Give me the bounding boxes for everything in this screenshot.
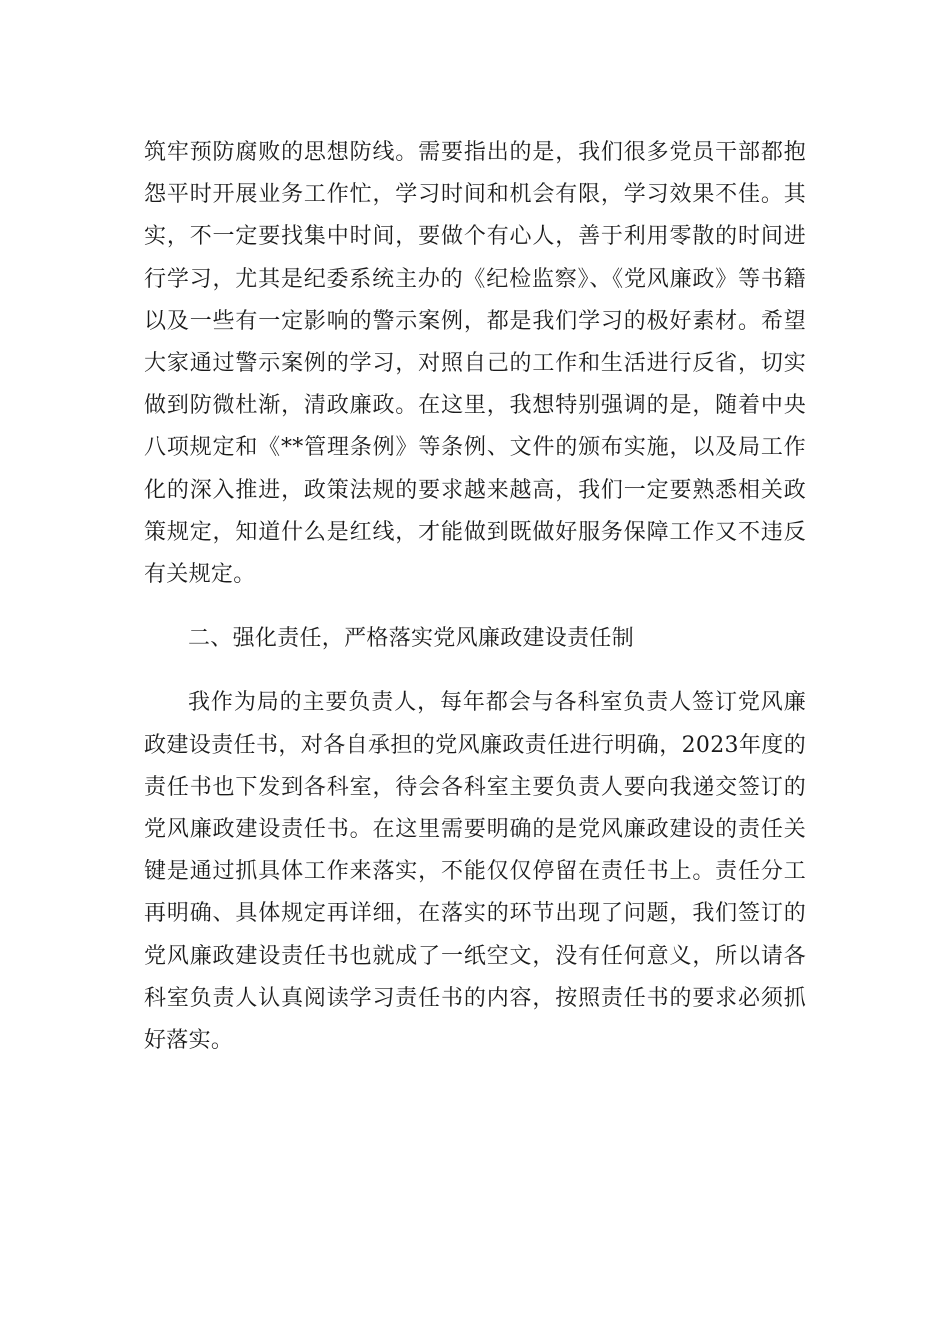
section-heading: 二、强化责任，严格落实党风廉政建设责任制 xyxy=(188,626,635,652)
paragraph-body: 我作为局的主要负责人，每年都会与各科室负责人签订党风廉政建设责任书，对各自承担的党风廉政责任进行明确，2023年度的责任书也下发到各科室，待会各科室主要负责人要向我递交签订的党风廉政建设责任书。在这里需要明确的是党风廉政建设的责任关键是通过抓具体工作来落实，不能仅仅停留在责任书上。责任分工再明确、具体规定再详细，在落实的环节出现了问题，我们签订的党风廉政建设责任书也就成了一纸空文，没有任何意义，所以请各科室负责人认真阅读学习责任书的内容，按照责任书的要求必须抓好落实。 xyxy=(144,690,806,1054)
document-body xyxy=(144,132,806,1062)
paragraph-gap xyxy=(144,596,806,618)
paragraph-continuation: 筑牢预防腐败的思想防线。需要指出的是，我们很多党员干部都抱怨平时开展业务工作忙，学习时间和机会有限，学习效果不佳。其实，不一定要找集中时间，要做个有心人，善于利用零散的时间进行学习，尤其是纪委系统主办的《纪检监察》、《党风廉政》等书籍以及一些有一定影响的警示案例，都是我们学习的极好素材。希望大家通过警示案例的学习，对照自己的工作和生活进行反省，切实做到防微杜渐，清政廉政。在这里，我想特别强调的是，随着中央八项规定和《**管理条例》等条例、文件的颁布实施，以及局工作化的深入推进，政策法规的要求越来越高，我们一定要熟悉相关政策规定，知道什么是红线，才能做到既做好服务保障工作又不违反有关规定。 xyxy=(144,140,806,588)
paragraph-gap xyxy=(144,660,806,682)
